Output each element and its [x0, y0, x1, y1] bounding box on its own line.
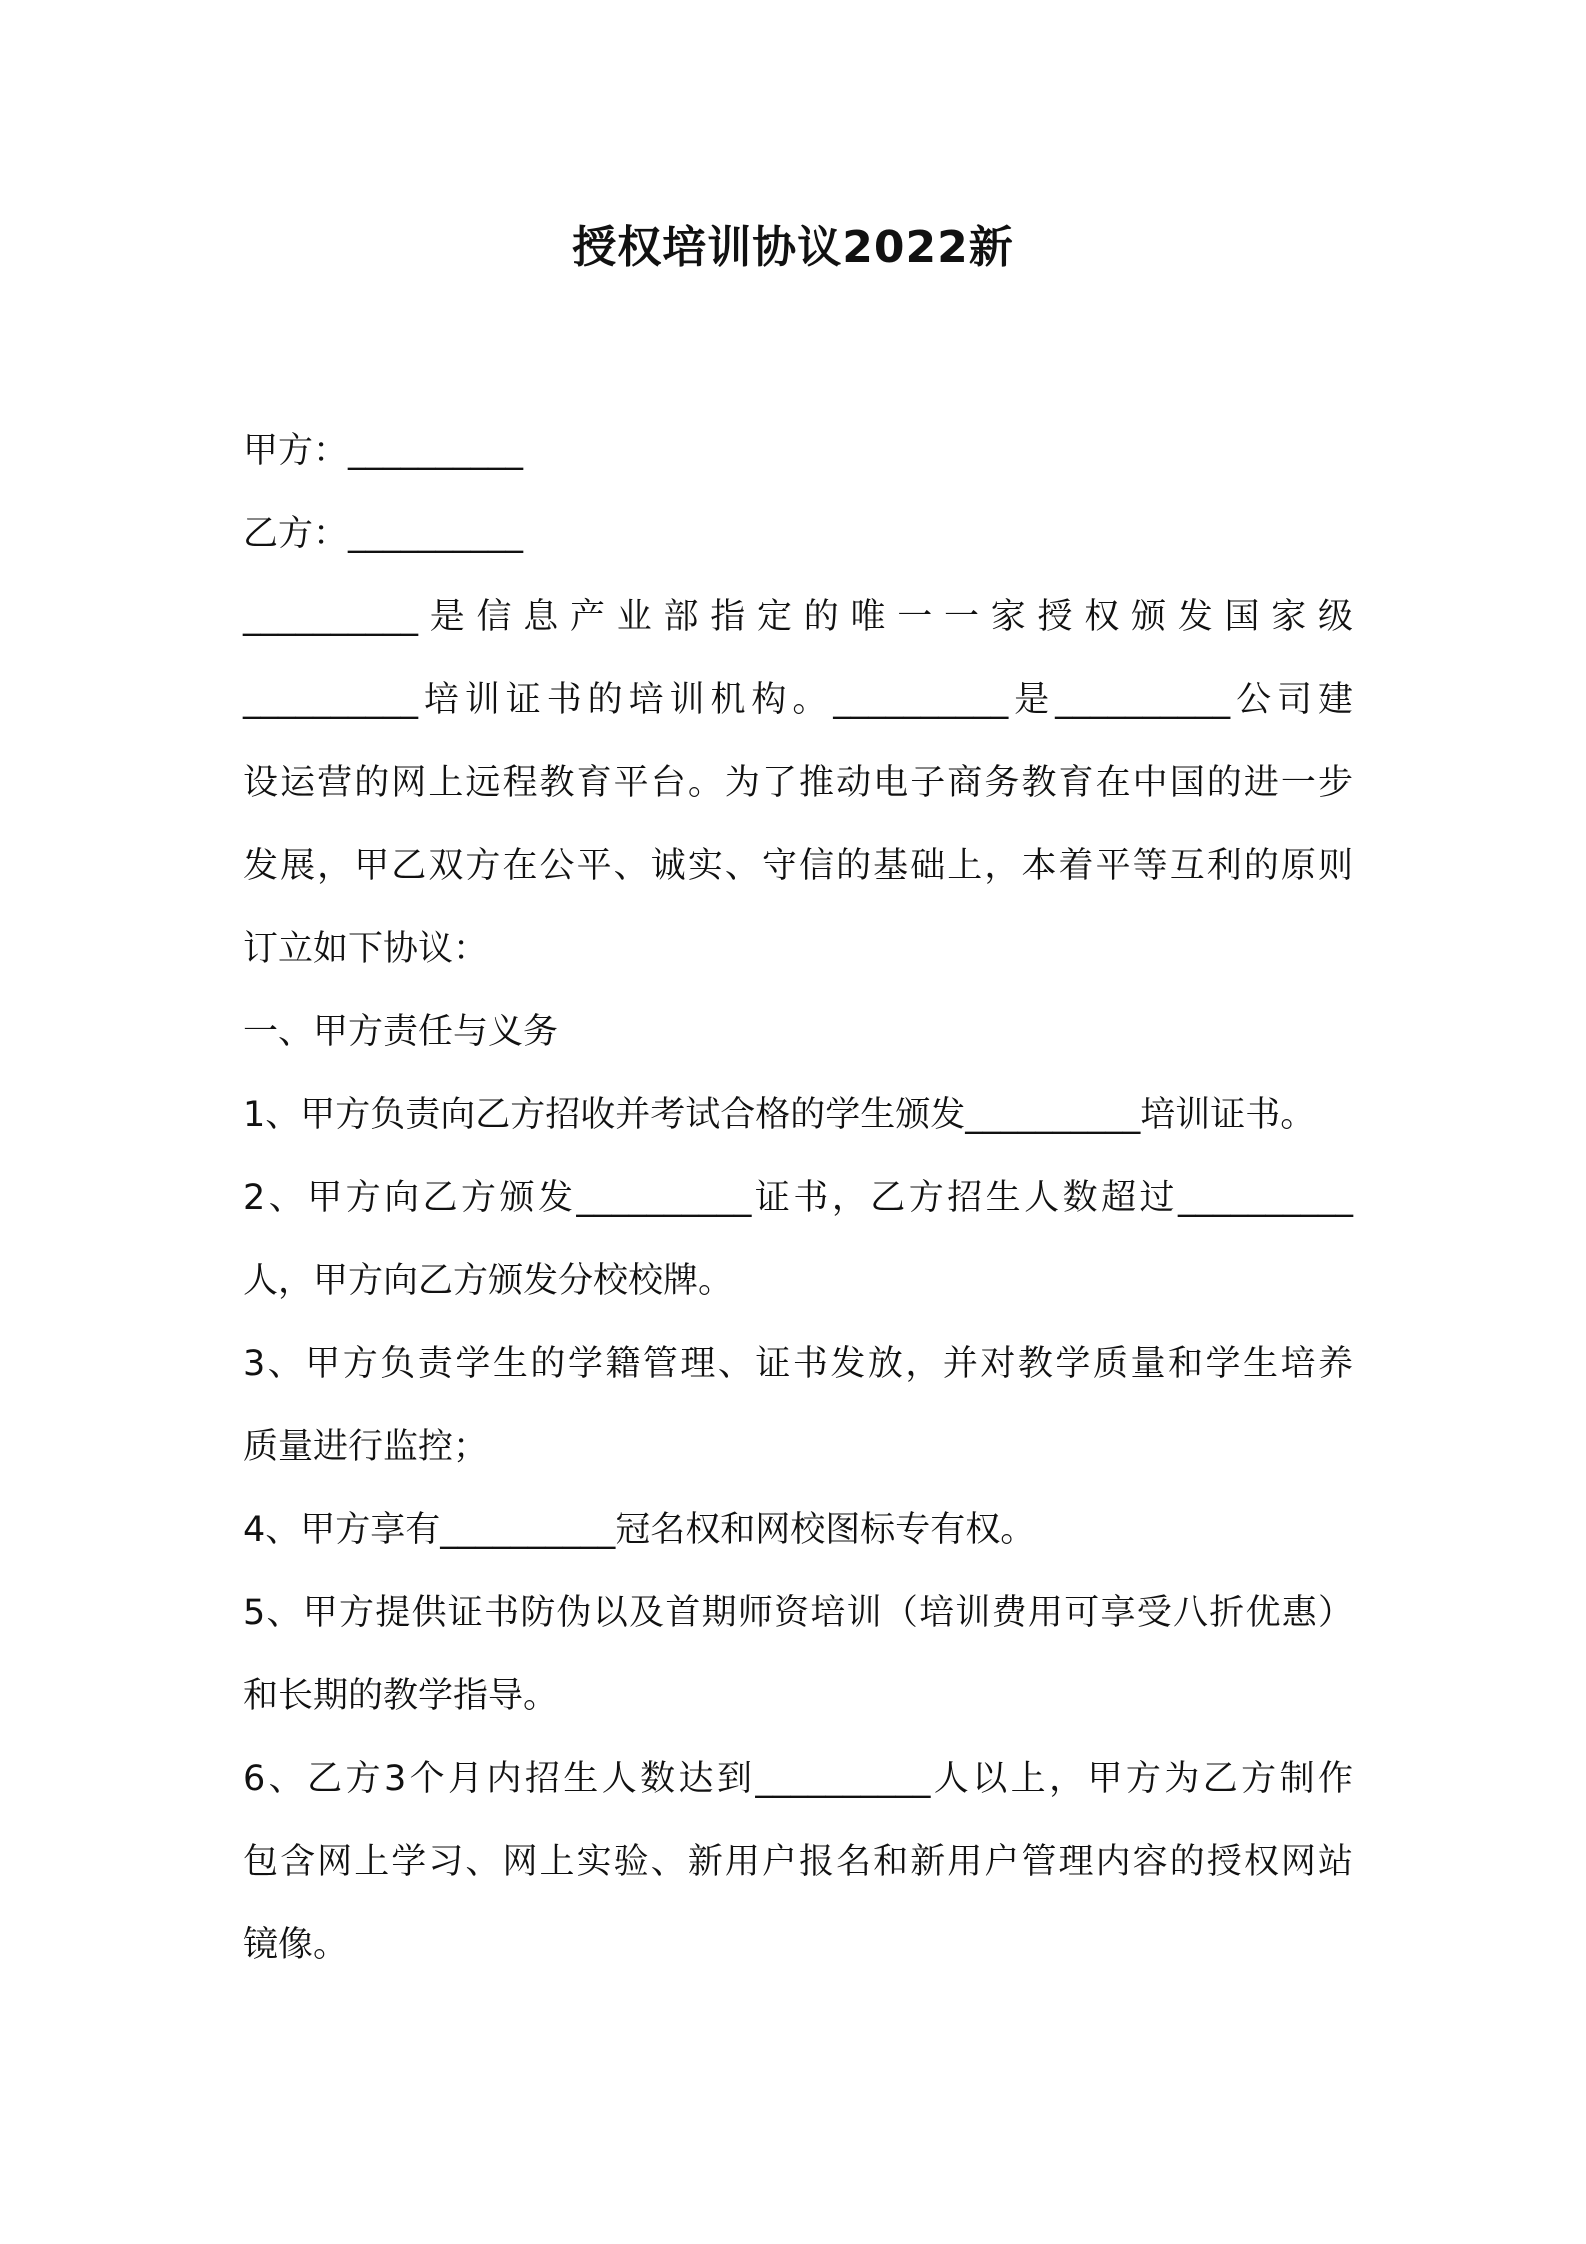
clause-2-line: 2、甲方向乙方颁发__________证书，乙方招生人数超过__________: [243, 1178, 1353, 1218]
intro-paragraph-line: 设运营的网上远程教育平台。为了推动电子商务教育在中国的进一步: [243, 763, 1353, 803]
clause-6-line: 镜像。: [243, 1925, 349, 1965]
clause-3-line: 3、甲方负责学生的学籍管理、证书发放，并对教学质量和学生培养: [243, 1344, 1353, 1384]
clause-1-line: 1、甲方负责向乙方招收并考试合格的学生颁发__________培训证书。: [243, 1095, 1316, 1135]
intro-paragraph-line: 发展，甲乙双方在公平、诚实、守信的基础上，本着平等互利的原则: [243, 846, 1353, 886]
section-heading: 一、甲方责任与义务: [243, 1012, 559, 1052]
clause-6-line: 包含网上学习、网上实验、新用户报名和新用户管理内容的授权网站: [243, 1842, 1353, 1882]
clause-2-line: 人，甲方向乙方颁发分校校牌。: [243, 1261, 734, 1301]
clause-4-line: 4、甲方享有__________冠名权和网校图标专有权。: [243, 1510, 1036, 1550]
clause-5-line: 5、甲方提供证书防伪以及首期师资培训（培训费用可享受八折优惠）: [243, 1593, 1353, 1633]
document-title: 授权培训协议2022新: [572, 222, 1014, 273]
party-b-line: 乙方：__________: [243, 514, 524, 554]
intro-paragraph-line: 订立如下协议：: [243, 929, 489, 969]
intro-paragraph-line: __________培训证书的培训机构。__________是__________公司建: [243, 680, 1353, 720]
clause-6-line: 6、乙方3个月内招生人数达到__________人以上，甲方为乙方制作: [243, 1759, 1353, 1799]
clause-3-line: 质量进行监控；: [243, 1427, 489, 1467]
intro-paragraph-line: __________是信息产业部指定的唯一一家授权颁发国家级: [243, 597, 1353, 637]
clause-5-line: 和长期的教学指导。: [243, 1676, 559, 1716]
party-a-line: 甲方：__________: [243, 431, 524, 471]
document-body: [243, 410, 1353, 1987]
